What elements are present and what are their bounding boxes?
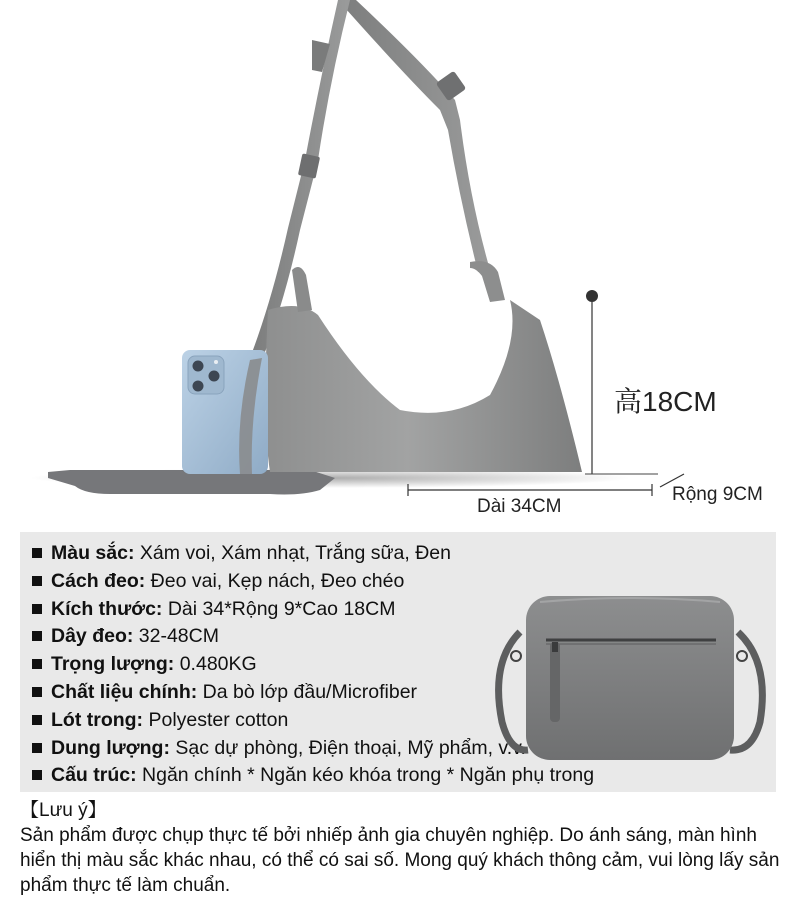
thumb-ring-right bbox=[737, 651, 747, 661]
thumb-strap-right bbox=[730, 632, 762, 750]
bullet-icon bbox=[32, 631, 42, 641]
spec-value: 32-48CM bbox=[133, 625, 219, 648]
spec-value: Đeo vai, Kẹp nách, Đeo chéo bbox=[145, 569, 405, 592]
spec-value: 0.480KG bbox=[174, 653, 257, 676]
width-dimension-label: Rộng 9CM bbox=[672, 484, 763, 505]
height-dimension-label: 高18CM bbox=[614, 386, 717, 417]
bag-handle-tab bbox=[470, 261, 505, 302]
spec-value: Ngăn chính * Ngăn kéo khóa trong * Ngăn phụ trong bbox=[136, 764, 595, 787]
strap-slider bbox=[298, 153, 320, 178]
thumb-ring-left bbox=[511, 651, 521, 661]
spec-key: Trọng lượng: bbox=[51, 653, 175, 676]
spec-key: Cách đeo: bbox=[51, 569, 146, 592]
bullet-icon bbox=[32, 743, 42, 753]
bullet-icon bbox=[32, 770, 42, 780]
bag-left-tab bbox=[292, 267, 312, 312]
spec-key: Cấu trúc: bbox=[51, 764, 137, 787]
spec-row-color bbox=[32, 540, 594, 568]
bullet-icon bbox=[32, 715, 42, 725]
height-marker-dot bbox=[586, 290, 598, 302]
note-body: Sản phẩm được chụp thực tế bởi nhiếp ảnh gia chuyên nghiệp. Do ánh sáng, màn hình hiển thị màu sắc khác nhau, có thể có sai số. Mong quý khách thông cảm, vui lòng lấy sản phẩm thực tế làm chuẩn. bbox=[20, 825, 780, 896]
note-title: 【Lưu ý】 bbox=[20, 800, 107, 821]
length-dimension-label: Dài 34CM bbox=[477, 496, 562, 517]
bullet-icon bbox=[32, 687, 42, 697]
spec-key: Chất liệu chính: bbox=[51, 680, 198, 703]
spec-value: Xám voi, Xám nhạt, Trắng sữa, Đen bbox=[134, 542, 451, 564]
spec-key: Màu sắc: bbox=[51, 542, 135, 564]
bullet-icon bbox=[32, 604, 42, 614]
thumb-zipper-pull bbox=[550, 642, 560, 722]
spec-value: Da bò lớp đầu/Microfiber bbox=[197, 680, 418, 703]
spec-key: Dung lượng: bbox=[51, 736, 170, 759]
specs-panel bbox=[20, 532, 776, 792]
bullet-icon bbox=[32, 659, 42, 669]
thumb-strap-left bbox=[499, 632, 528, 750]
spec-value: Dài 34*Rộng 9*Cao 18CM bbox=[162, 597, 396, 620]
bullet-icon bbox=[32, 548, 42, 558]
note-section bbox=[20, 798, 780, 898]
bullet-icon bbox=[32, 576, 42, 586]
crossbody-bag-thumbnail bbox=[480, 572, 775, 782]
spec-value: Sạc dự phòng, Điện thoại, Mỹ phẩm, v.v. bbox=[169, 736, 526, 759]
spec-key: Dây đeo: bbox=[51, 625, 134, 648]
spec-key: Kích thước: bbox=[51, 597, 163, 620]
spec-value: Polyester cotton bbox=[143, 708, 289, 731]
spec-key: Lót trong: bbox=[51, 708, 144, 731]
bag-body bbox=[265, 300, 582, 472]
shoulder-strap-right bbox=[338, 0, 490, 272]
